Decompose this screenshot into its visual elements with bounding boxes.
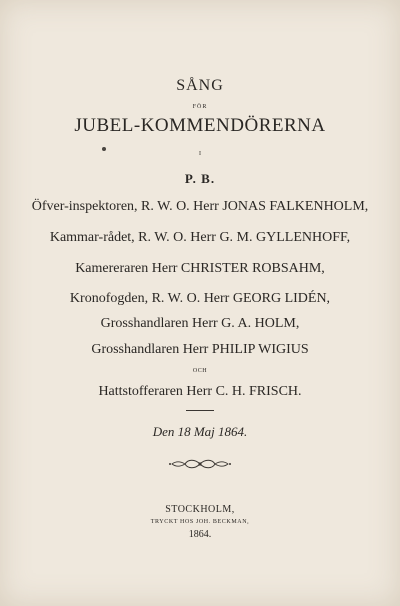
honoree-line: Hattstofferaren Herr C. H. FRISCH. <box>98 384 302 399</box>
divider-rule <box>186 410 214 411</box>
main-title: JUBEL-KOMMENDÖRERNA <box>74 115 326 136</box>
ornament-icon <box>168 456 232 472</box>
date-line: Den 18 Maj 1864. <box>152 424 248 439</box>
imprint-city: STOCKHOLM, <box>165 504 235 515</box>
honoree-line: Kammar-rådet, R. W. O. Herr G. M. GYLLENHOFF, <box>49 230 351 245</box>
honoree-line: Kronofogden, R. W. O. Herr GEORG LIDÉN, <box>69 291 331 306</box>
lodge-name: P. B. <box>184 171 216 186</box>
honoree-line: Kamereraren Herr CHRISTER ROBSAHM, <box>75 261 325 276</box>
song-heading: SÅNG <box>176 77 224 94</box>
honoree-line: Öfver-inspektoren, R. W. O. Herr JONAS FALKENHOLM, <box>31 199 369 214</box>
for-label: FÖR <box>192 104 208 110</box>
imprint-year: 1864. <box>188 529 212 540</box>
imprint-printer: TRYCKT HOS JOH. BECKMAN, <box>150 519 250 525</box>
i-label: I <box>199 151 201 157</box>
och-conjunction: OCH <box>192 368 208 374</box>
honoree-line: Grosshandlaren Herr G. A. HOLM, <box>100 316 300 331</box>
honoree-line: Grosshandlaren Herr PHILIP WIGIUS <box>91 342 309 357</box>
